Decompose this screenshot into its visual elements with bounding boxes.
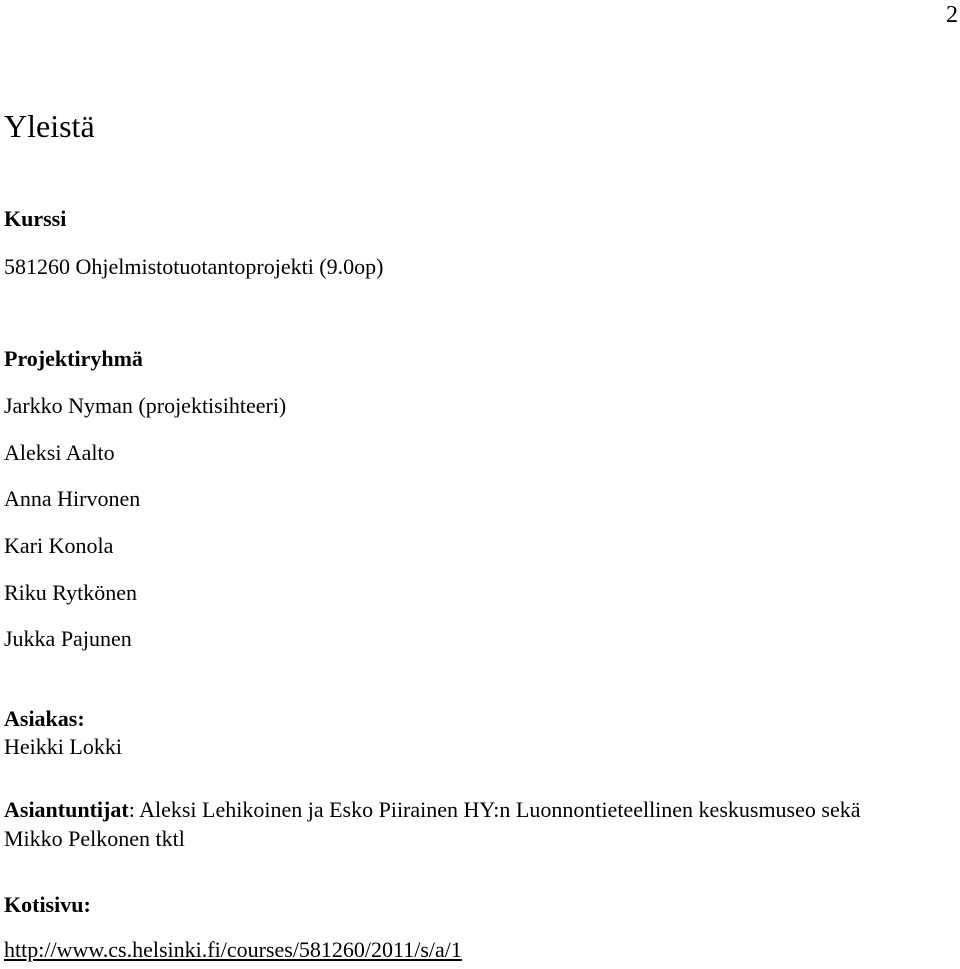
team-member: Jukka Pajunen [4, 626, 132, 651]
team-heading: Projektiryhmä [4, 346, 143, 371]
team-member: Jarkko Nyman (projektisihteeri) [4, 393, 287, 418]
experts-label: Asiantuntijat [4, 797, 129, 822]
homepage-link[interactable]: http://www.cs.helsinki.fi/courses/581260/2011/s/a/1 [4, 937, 462, 962]
homepage-heading: Kotisivu: [4, 892, 91, 917]
course-value: 581260 Ohjelmistotuotantoprojekti (9.0op) [4, 254, 384, 279]
page-title: Yleistä [4, 108, 95, 144]
client-value: Heikki Lokki [4, 734, 122, 759]
page-number: 2 [946, 2, 958, 28]
homepage-url-line [4, 937, 462, 963]
team-member: Riku Rytkönen [4, 580, 137, 605]
client-heading: Asiakas: [4, 706, 85, 731]
team-member: Anna Hirvonen [4, 486, 141, 511]
team-member: Kari Konola [4, 533, 114, 558]
team-member: Aleksi Aalto [4, 440, 115, 465]
course-heading: Kurssi [4, 206, 67, 231]
experts-text: : Aleksi Lehikoinen ja Esko Piirainen HY:n Luonnontieteellinen keskusmuseo sekä Mikko Pelkonen tktl [4, 797, 861, 851]
experts-paragraph [4, 795, 904, 853]
